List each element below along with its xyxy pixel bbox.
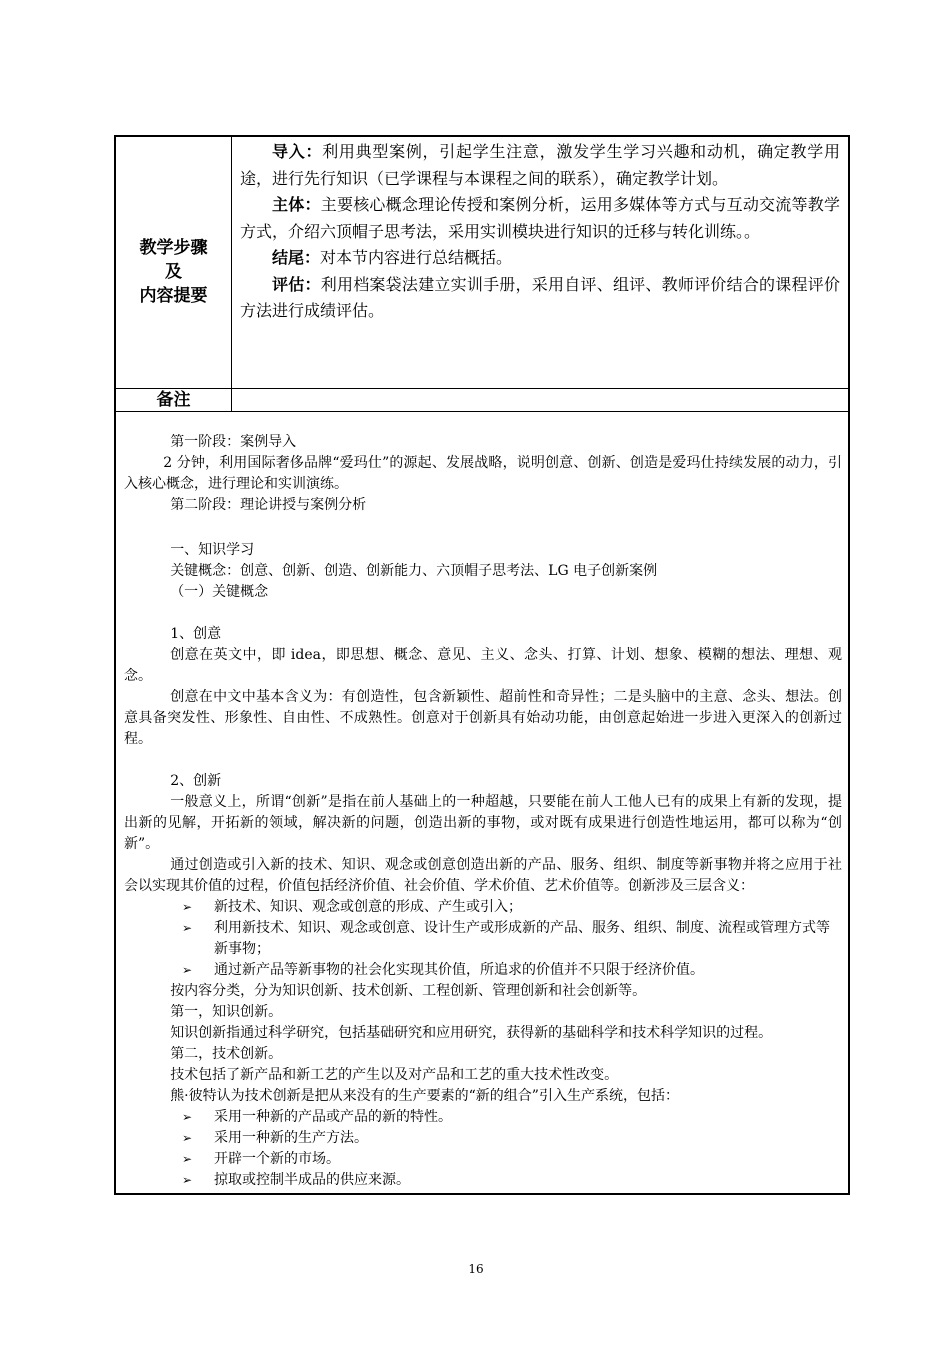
step-intro <box>240 139 840 192</box>
section-heading: 1、创意 <box>170 626 222 642</box>
section-heading: （一）关键概念 <box>170 584 269 600</box>
step-text: 利用典型案例，引起学生注意，激发学生学习兴趣和动机，确定教学用途，进行先行知识（已学课程与本课程之间的联系），确定教学计划。 <box>240 142 840 188</box>
lesson-plan-table <box>114 135 850 1195</box>
arrow-bullet-icon: ➢ <box>182 1173 193 1187</box>
steps-label-line: 及 <box>165 261 182 282</box>
bullet-item <box>182 1107 842 1128</box>
bullet-text: 开辟一个新的市场。 <box>214 1151 340 1167</box>
bullet-text: 采用一种新的生产方法。 <box>214 1130 368 1146</box>
stage-heading: 第二阶段：理论讲授与案例分析 <box>170 497 367 513</box>
step-title: 结尾： <box>272 248 321 267</box>
bullet-item <box>182 918 842 960</box>
step-title: 导入： <box>272 142 323 161</box>
paragraph: 按内容分类，分为知识创新、技术创新、工程创新、管理创新和社会创新等。 <box>170 983 647 999</box>
steps-label <box>116 137 232 388</box>
remark-row <box>116 389 848 412</box>
bullet-item <box>182 897 842 918</box>
arrow-bullet-icon: ➢ <box>182 1152 193 1166</box>
bullet-item <box>182 960 842 981</box>
paragraph: 一般意义上，所谓“创新”是指在前人基础上的一种超越，只要能在前人工他人已有的成果上有新的发现，提出新的见解，开拓新的领域，解决新的问题，创造出新的事物，或对既有成果进行创造性地运用，都可以称为“创新”。 <box>124 794 842 852</box>
step-evaluation <box>240 272 840 325</box>
bullet-item <box>182 1128 842 1149</box>
section-heading: 2、创新 <box>170 773 222 789</box>
step-text: 利用档案袋法建立实训手册，采用自评、组评、教师评价结合的课程评价方法进行成绩评估。 <box>240 274 840 320</box>
bullet-text: 利用新技术、知识、观念或创意、设计生产或形成新的产品、服务、组织、制度、流程或管理方式等新事物； <box>214 920 830 957</box>
bullet-text: 通过新产品等新事物的社会化实现其价值，所追求的价值并不只限于经济价值。 <box>214 962 704 978</box>
remark-label: 备注 <box>116 389 232 411</box>
arrow-bullet-icon: ➢ <box>182 900 193 914</box>
bullet-text: 采用一种新的产品或产品的新的特性。 <box>214 1109 452 1125</box>
step-title: 主体： <box>272 195 321 214</box>
bullet-item <box>182 1149 842 1170</box>
bullet-text: 新技术、知识、观念或创意的形成、产生或引入； <box>214 899 522 915</box>
paragraph: 熊·彼特认为技术创新是把从来没有的生产要素的“新的组合”引入生产系统，包括： <box>170 1088 679 1104</box>
arrow-bullet-icon: ➢ <box>182 1131 193 1145</box>
step-text: 主要核心概念理论传授和案例分析，运用多媒体等方式与互动交流等教学方式，介绍六顶帽子思考法，采用实训模块进行知识的迁移与转化训练。。 <box>240 195 840 241</box>
step-main <box>240 192 840 245</box>
arrow-bullet-icon: ➢ <box>182 1110 193 1124</box>
paragraph: 关键概念：创意、创新、创造、创新能力、六顶帽子思考法、LG 电子创新案例 <box>170 563 658 579</box>
stage-heading: 第一阶段：案例导入 <box>170 434 297 450</box>
paragraph: 第二，技术创新。 <box>170 1046 283 1062</box>
section-heading: 一、知识学习 <box>170 542 255 558</box>
steps-content <box>232 137 848 388</box>
paragraph: 创意在英文中，即 idea，即思想、概念、意见、主义、念头、打算、计划、想象、模糊的想法、理想、观念。 <box>124 647 842 684</box>
arrow-bullet-icon: ➢ <box>182 921 193 935</box>
remark-content <box>232 389 848 411</box>
step-ending <box>240 245 840 272</box>
arrow-bullet-icon: ➢ <box>182 963 193 977</box>
step-text: 对本节内容进行总结概括。 <box>320 248 513 267</box>
lesson-content <box>116 412 848 1193</box>
paragraph: 技术包括了新产品和新工艺的产生以及对产品和工艺的重大技术性改变。 <box>170 1067 619 1083</box>
steps-label-line: 内容提要 <box>139 285 208 306</box>
page-number: 16 <box>468 1262 484 1276</box>
paragraph: 知识创新指通过科学研究，包括基础研究和应用研究，获得新的基础科学和技术科学知识的过程。 <box>170 1025 773 1041</box>
paragraph: 第一，知识创新。 <box>170 1004 283 1020</box>
steps-row <box>116 137 848 389</box>
step-title: 评估： <box>272 274 321 294</box>
paragraph: 2 分钟，利用国际奢侈品牌“爱玛仕”的源起、发展战略，说明创意、创新、创造是爱玛仕持续发展的动力，引入核心概念，进行理论和实训演练。 <box>124 455 842 492</box>
paragraph: 创意在中文中基本含义为：有创造性，包含新颖性、超前性和奇异性；二是头脑中的主意、念头、想法。创意具备突发性、形象性、自由性、不成熟性。创意对于创新具有始动功能，由创意起始进一步进入更深入的创新过程。 <box>124 689 842 747</box>
bullet-text: 掠取或控制半成品的供应来源。 <box>214 1172 410 1188</box>
steps-label-line: 教学步骤 <box>139 237 208 258</box>
bullet-item <box>182 1170 842 1191</box>
paragraph: 通过创造或引入新的技术、知识、观念或创意创造出新的产品、服务、组织、制度等新事物并将之应用于社会以实现其价值的过程，价值包括经济价值、社会价值、学术价值、艺术价值等。创新涉及三层含义： <box>124 857 842 894</box>
